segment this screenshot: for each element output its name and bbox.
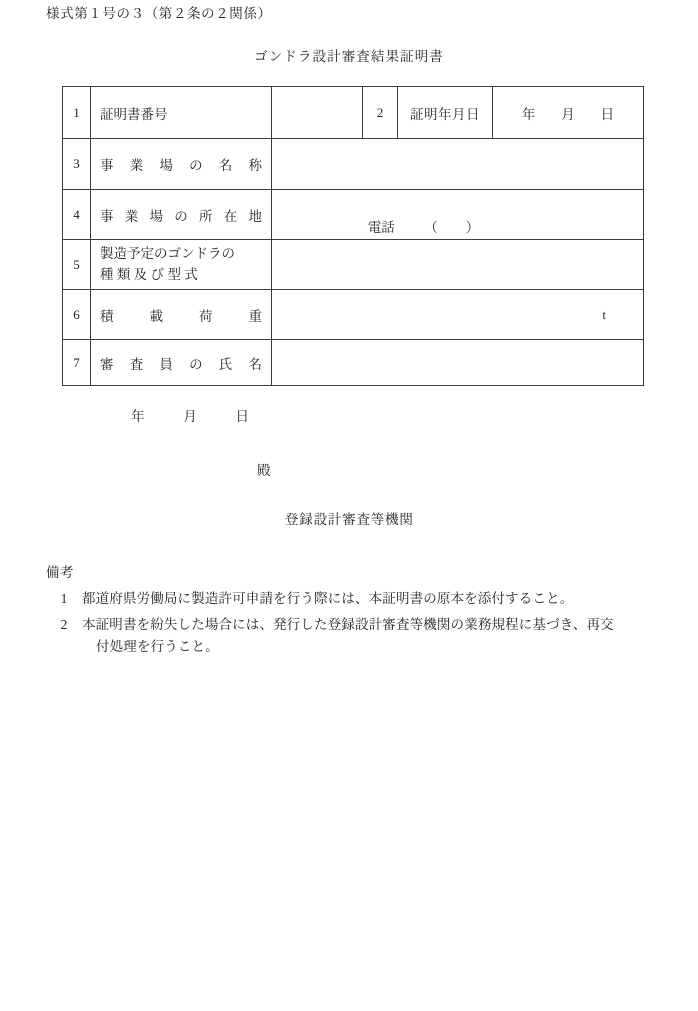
certificate-form-table: [62, 86, 644, 386]
label-char: 名: [218, 158, 233, 173]
telephone-parenthesis: [424, 216, 507, 236]
row-number-1: 1: [63, 87, 91, 139]
note-marker: 1: [60, 591, 68, 606]
date-year-label: 年: [521, 106, 536, 122]
row-number-3: 3: [63, 139, 91, 190]
label-certification-date: 証明年月日: [398, 87, 493, 139]
label-examiner-name: [91, 340, 272, 386]
label-workplace-name-text: [100, 154, 262, 174]
table-row-certificate-number: [63, 87, 644, 139]
table-row-load-capacity: [63, 290, 644, 340]
table-row-workplace-address: [63, 190, 644, 240]
label-examiner-name-text: [100, 353, 262, 373]
load-capacity-unit: t: [602, 306, 606, 322]
issue-date-month-label: 月: [183, 409, 197, 424]
issuing-organization: 登録設計審査等機関: [285, 512, 414, 527]
label-char: 在: [223, 208, 238, 224]
label-char: 査: [129, 356, 144, 372]
field-load-capacity[interactable]: [272, 290, 644, 340]
notes-heading: 備考: [46, 565, 74, 580]
label-workplace-name: [91, 139, 272, 190]
telephone-field[interactable]: [272, 194, 643, 236]
row-number-2: 2: [363, 87, 398, 139]
label-char: 積: [100, 308, 114, 324]
note-marker: 2: [60, 616, 68, 632]
label-char: 載: [149, 308, 163, 324]
field-gondola-type[interactable]: [272, 240, 644, 290]
label-char: 及: [133, 266, 148, 282]
label-char: 業: [124, 208, 139, 224]
label-char: 地: [248, 208, 262, 224]
label-load-capacity: [91, 290, 272, 340]
note-text: 都道府県労働局に製造許可申請を行う際には、本証明書の原本を添付すること。: [82, 591, 574, 606]
label-char: 場: [159, 158, 173, 173]
label-char: 型: [167, 266, 181, 282]
date-placeholder-group: [493, 103, 643, 123]
note-text-line2: 付処理を行うこと。: [96, 638, 219, 654]
field-certification-date[interactable]: [493, 87, 644, 139]
note-item: [46, 588, 656, 610]
label-workplace-address-text: [100, 205, 262, 225]
table-row-examiner-name: [63, 340, 644, 386]
label-workplace-address: [91, 190, 272, 240]
label-char: 員: [159, 356, 173, 372]
label-char: の: [189, 158, 203, 173]
field-examiner-name[interactable]: [272, 340, 644, 386]
label-certificate-number: [91, 87, 272, 139]
label-gondola-type: [91, 240, 272, 290]
table-row-workplace-name: [63, 139, 644, 190]
label-char: 名: [248, 356, 262, 372]
label-char: 称: [248, 158, 262, 173]
label-char: 場: [149, 208, 163, 224]
row-number-4: 4: [63, 190, 91, 240]
issue-date-day-label: 日: [235, 409, 249, 424]
label-char: 類: [116, 266, 131, 282]
field-certificate-number[interactable]: [272, 87, 363, 139]
label-char: 重: [248, 308, 262, 324]
label-gondola-type-line2: [100, 265, 262, 286]
field-workplace-address[interactable]: [272, 190, 644, 240]
note-text-line1: 本証明書を紛失した場合には、発行した登録設計審査等機関の業務規程に基づき、再交: [82, 616, 614, 632]
label-gondola-type-line1: 製造予定のゴンドラの: [100, 245, 235, 261]
form-number-header: 様式第１号の３（第２条の２関係）: [46, 6, 272, 21]
label-load-capacity-text: [100, 305, 262, 325]
table-row-gondola-type: [63, 240, 644, 290]
date-month-label: 月: [561, 106, 575, 122]
label-char: 業: [129, 158, 144, 173]
notes-section: [46, 561, 656, 662]
row-number-6: 6: [63, 290, 91, 340]
label-char: 氏: [218, 356, 233, 372]
page-title: ゴンドラ設計審査結果証明書: [254, 49, 444, 64]
label-char: び: [150, 266, 165, 282]
label-char: 所: [199, 208, 213, 224]
row-number-5: 5: [63, 240, 91, 290]
label-char: 事: [100, 208, 114, 224]
label-char: 式: [184, 266, 198, 282]
issue-date-year-label: 年: [131, 409, 145, 424]
label-char: 事: [100, 158, 114, 173]
label-certificate-number-text: 証明書番号: [100, 106, 168, 122]
field-workplace-name[interactable]: [272, 139, 644, 190]
label-char: 審: [100, 356, 114, 372]
row-number-7: 7: [63, 340, 91, 386]
label-char: の: [174, 208, 188, 224]
note-text: [82, 614, 656, 658]
label-char: の: [189, 356, 203, 372]
telephone-paren-close: ）: [465, 219, 508, 235]
label-char: 荷: [199, 308, 213, 324]
date-day-label: 日: [600, 106, 615, 122]
addressee-honorific: 殿: [257, 463, 271, 478]
telephone-label: 電話: [367, 219, 395, 235]
note-item: [46, 614, 656, 658]
label-char: 種: [100, 266, 114, 282]
issue-date-blank[interactable]: [131, 405, 249, 425]
telephone-paren-open: （: [424, 219, 466, 235]
